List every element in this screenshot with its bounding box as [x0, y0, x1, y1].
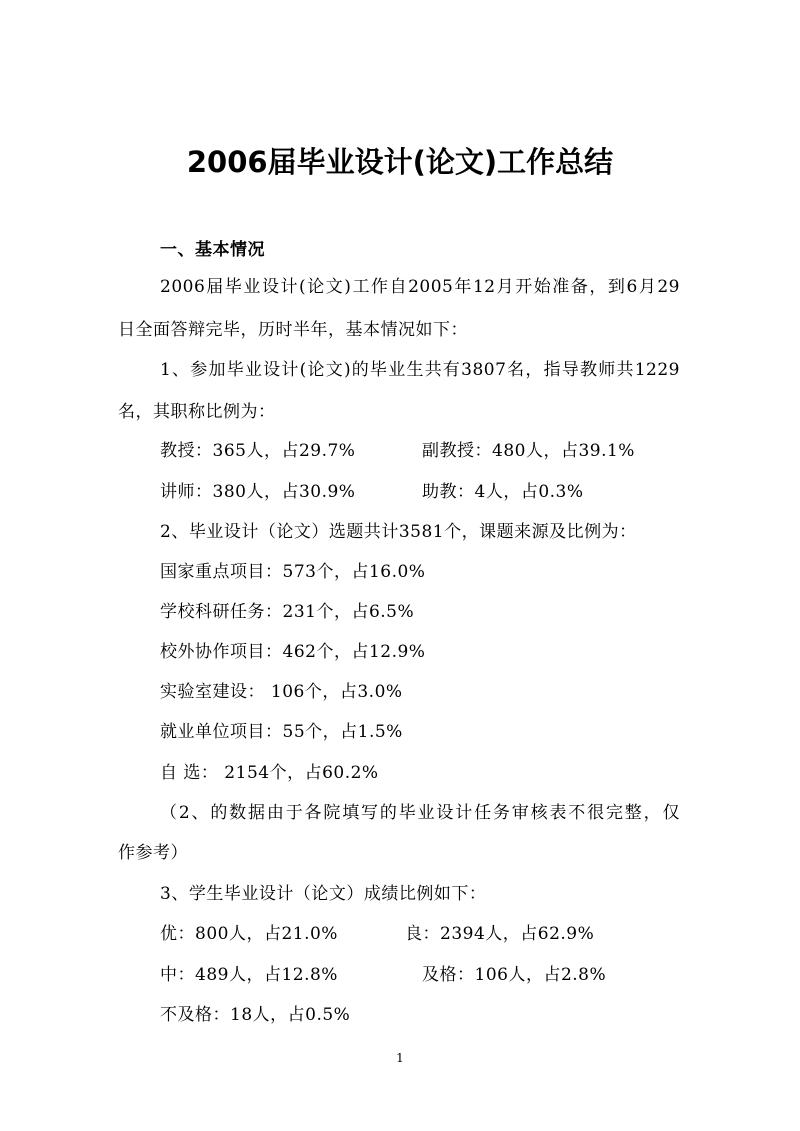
grade-good: 良：2394人，占62.9% [405, 924, 595, 944]
title-ratio-professor: 教授：365人，占29.7% [160, 441, 356, 461]
grade-medium: 中：489人，占12.8% [160, 965, 338, 985]
grade-fail: 不及格：18人，占0.5% [160, 1005, 351, 1025]
title-ratio-assistant: 助教：4人，占0.3% [422, 482, 584, 502]
topic-source-employer: 就业单位项目：55个，占1.5% [160, 722, 403, 742]
title-ratio-associate-professor: 副教授：480人，占39.1% [422, 441, 635, 461]
topic-source-self: 自 选： 2154个，占60.2% [160, 763, 379, 783]
topic-source-school: 学校科研任务：231个，占6.5% [160, 602, 415, 622]
intro-paragraph-line-1: 2006届毕业设计(论文)工作自2005年12月开始准备，到6月29 [160, 277, 680, 297]
document-title: 2006届毕业设计(论文)工作总结 [186, 145, 614, 179]
topic-source-lab: 实验室建设： 106个，占3.0% [160, 682, 403, 702]
grade-excellent: 优：800人，占21.0% [160, 924, 338, 944]
item-2-line: 2、毕业设计（论文）选题共计3581个，课题来源及比例为： [160, 522, 637, 542]
intro-paragraph-line-2: 日全面答辩完毕，历时半年，基本情况如下： [118, 320, 468, 340]
topic-source-external: 校外协作项目：462个，占12.9% [160, 642, 426, 662]
item-3-line: 3、学生毕业设计（论文）成绩比例如下： [160, 884, 487, 904]
page-number: 1 [396, 1051, 404, 1065]
section-heading-basic-info: 一、基本情况 [160, 240, 265, 260]
topic-source-national: 国家重点项目：573个，占16.0% [160, 562, 426, 582]
item-1-line-2: 名，其职称比例为： [118, 402, 276, 422]
item-1-line-1: 1、参加毕业设计(论文)的毕业生共有3807名，指导教师共1229 [160, 360, 680, 380]
grade-pass: 及格：106人，占2.8% [422, 965, 607, 985]
note-line-2: 作参考） [118, 843, 188, 863]
note-line-1: （2、的数据由于各院填写的毕业设计任务审核表不很完整，仅 [160, 803, 680, 823]
title-ratio-lecturer: 讲师：380人，占30.9% [160, 482, 356, 502]
